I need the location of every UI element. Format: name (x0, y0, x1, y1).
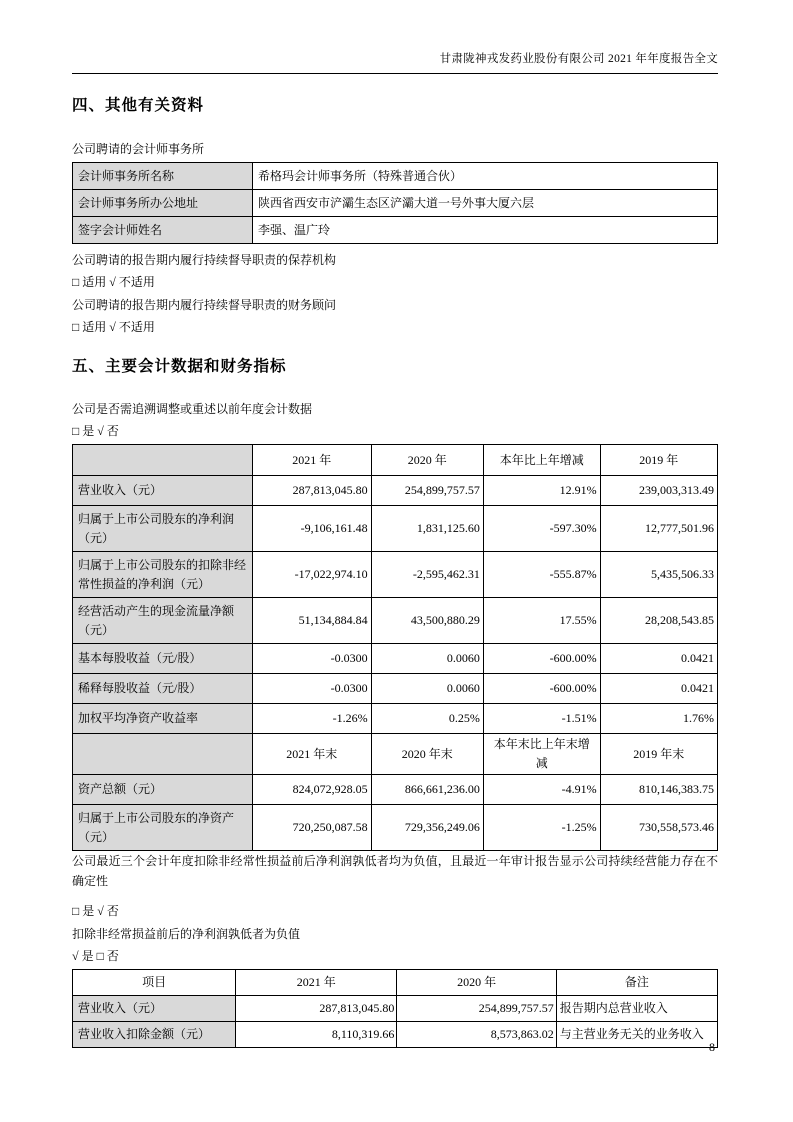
cell-value: -0.0300 (252, 674, 371, 704)
cell-value: 43,500,880.29 (371, 598, 483, 644)
cell-value: 28,208,543.85 (600, 598, 717, 644)
cell-value: 12.91% (483, 476, 600, 506)
cell-value: 0.25% (371, 704, 483, 734)
column-header-2020: 2020 年 (397, 970, 556, 996)
cell-value: 陕西省西安市浐灞生态区浐灞大道一号外事大厦六层 (252, 190, 717, 217)
cell-value: 730,558,573.46 (600, 805, 717, 851)
row-label: 资产总额（元） (73, 775, 253, 805)
row-label: 营业收入扣除金额（元） (73, 1022, 236, 1048)
row-label: 归属于上市公司股东的净利润（元） (73, 506, 253, 552)
column-header-2020: 2020 年 (371, 445, 483, 476)
table-row (73, 996, 718, 1022)
cell-value: 0.0060 (371, 644, 483, 674)
cell-value: -4.91% (483, 775, 600, 805)
cell-value: 希格玛会计师事务所（特殊普通合伙） (252, 163, 717, 190)
cell-value: 0.0421 (600, 674, 717, 704)
table-row (73, 598, 718, 644)
negative-profit-note: 公司最近三个会计年度扣除非经常性损益前后净利润孰低者均为负值，且最近一年审计报告显示公司持续经营能力存在不确定性 (72, 854, 718, 888)
row-label: 营业收入（元） (73, 476, 253, 506)
cell-value: -597.30% (483, 506, 600, 552)
financial-indicators-table (72, 444, 718, 851)
table-header-row (73, 445, 718, 476)
cell-value: 12,777,501.96 (600, 506, 717, 552)
column-header-2021: 2021 年 (236, 970, 397, 996)
cell-value: -17,022,974.10 (252, 552, 371, 598)
table-row (73, 805, 718, 851)
cell-note: 报告期内总营业收入 (556, 996, 717, 1022)
column-header-2021-end: 2021 年末 (252, 734, 371, 775)
column-header-2021: 2021 年 (252, 445, 371, 476)
table-header-row (73, 970, 718, 996)
cell-value: 866,661,236.00 (371, 775, 483, 805)
table-header-row (73, 734, 718, 775)
sponsor-statement: 公司聘请的报告期内履行持续督导职责的保荐机构 (72, 253, 337, 267)
cell-value: 0.0060 (371, 674, 483, 704)
table-row (73, 217, 718, 244)
table-row (73, 644, 718, 674)
cell-value: -0.0300 (252, 644, 371, 674)
revenue-deduction-table (72, 969, 718, 1048)
cell-value: 0.0421 (600, 644, 717, 674)
cell-value: 8,573,863.02 (397, 1022, 556, 1048)
page-header-title: 甘肃陇神戎发药业股份有限公司 2021 年年度报告全文 (439, 53, 718, 65)
cell-value: 17.55% (483, 598, 600, 644)
column-header-2019-end: 2019 年末 (600, 734, 717, 775)
column-header-note: 备注 (556, 970, 717, 996)
cell-value: 5,435,506.33 (600, 552, 717, 598)
table-row (73, 674, 718, 704)
page-header (72, 50, 718, 74)
table-row (73, 190, 718, 217)
row-label: 会计师事务所名称 (73, 163, 253, 190)
cell-value: 51,134,884.84 (252, 598, 371, 644)
section-5-title: 五、主要会计数据和财务指标 (72, 358, 287, 375)
table-row (73, 552, 718, 598)
row-label: 归属于上市公司股东的扣除非经常性损益的净利润（元） (73, 552, 253, 598)
cell-value: 239,003,313.49 (600, 476, 717, 506)
deduction-answer: √ 是 □ 否 (72, 949, 119, 963)
table-row (73, 704, 718, 734)
table-row (73, 775, 718, 805)
advisor-statement: 公司聘请的报告期内履行持续督导职责的财务顾问 (72, 298, 337, 312)
table-row (73, 506, 718, 552)
accounting-firm-intro: 公司聘请的会计师事务所 (72, 142, 205, 156)
advisor-applicability: □ 适用 √ 不适用 (72, 320, 155, 334)
cell-value: 254,899,757.57 (371, 476, 483, 506)
cell-value: 1,831,125.60 (371, 506, 483, 552)
cell-value: 824,072,928.05 (252, 775, 371, 805)
cell-value: -1.51% (483, 704, 600, 734)
corner-cell (73, 445, 253, 476)
cell-value: -555.87% (483, 552, 600, 598)
page-number: 8 (709, 1040, 715, 1054)
row-label: 经营活动产生的现金流量净额（元） (73, 598, 253, 644)
cell-value: 1.76% (600, 704, 717, 734)
row-label: 基本每股收益（元/股） (73, 644, 253, 674)
cell-value: -600.00% (483, 644, 600, 674)
column-header-yoy: 本年比上年增减 (483, 445, 600, 476)
column-header-2020-end: 2020 年末 (371, 734, 483, 775)
cell-value: 729,356,249.06 (371, 805, 483, 851)
cell-value: 720,250,087.58 (252, 805, 371, 851)
cell-value: 8,110,319.66 (236, 1022, 397, 1048)
row-label: 归属于上市公司股东的净资产（元） (73, 805, 253, 851)
cell-note: 与主营业务无关的业务收入 (556, 1022, 717, 1048)
restatement-answer: □ 是 √ 否 (72, 424, 119, 438)
column-header-2019: 2019 年 (600, 445, 717, 476)
row-label: 稀释每股收益（元/股） (73, 674, 253, 704)
cell-value: -2,595,462.31 (371, 552, 483, 598)
column-header-yoy-end: 本年末比上年末增减 (483, 734, 600, 775)
cell-value: -600.00% (483, 674, 600, 704)
restatement-question: 公司是否需追溯调整或重述以前年度会计数据 (72, 402, 313, 416)
cell-value: 287,813,045.80 (236, 996, 397, 1022)
column-header-item: 项目 (73, 970, 236, 996)
negative-profit-answer: □ 是 √ 否 (72, 904, 119, 918)
cell-value: -1.26% (252, 704, 371, 734)
cell-value: 810,146,383.75 (600, 775, 717, 805)
row-label: 营业收入（元） (73, 996, 236, 1022)
cell-value: 254,899,757.57 (397, 996, 556, 1022)
cell-value: -9,106,161.48 (252, 506, 371, 552)
cell-value: 李强、温广玲 (252, 217, 717, 244)
cell-value: -1.25% (483, 805, 600, 851)
section-4-title: 四、其他有关资料 (72, 97, 205, 114)
table-row (73, 476, 718, 506)
corner-cell (73, 734, 253, 775)
deduction-statement: 扣除非经常损益前后的净利润孰低者为负值 (72, 927, 301, 941)
row-label: 加权平均净资产收益率 (73, 704, 253, 734)
table-row (73, 1022, 718, 1048)
cell-value: 287,813,045.80 (252, 476, 371, 506)
table-row (73, 163, 718, 190)
row-label: 会计师事务所办公地址 (73, 190, 253, 217)
row-label: 签字会计师姓名 (73, 217, 253, 244)
accounting-firm-table (72, 162, 718, 244)
sponsor-applicability: □ 适用 √ 不适用 (72, 275, 155, 289)
